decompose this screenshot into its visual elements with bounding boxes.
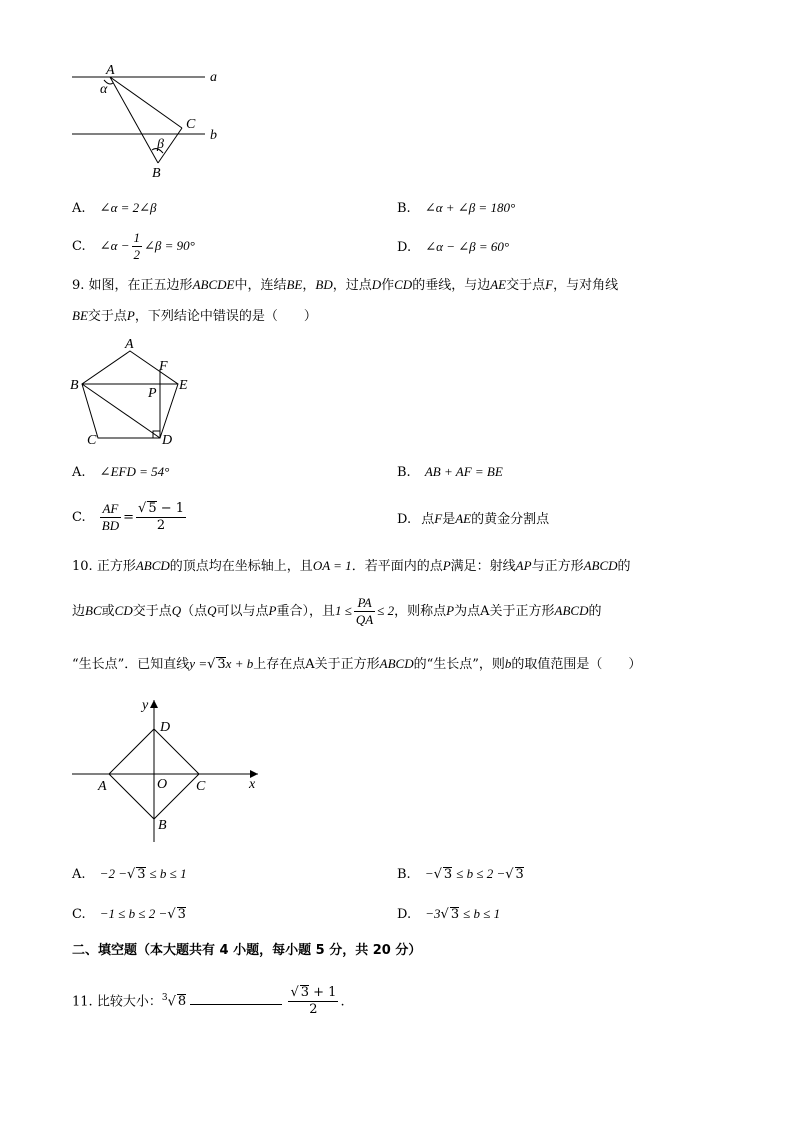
- stem-text: ，过点: [332, 278, 372, 293]
- fig9-label-P: P: [148, 386, 157, 401]
- option-text: ≤ b ≤ 1: [149, 866, 187, 881]
- option-label: B.: [397, 465, 411, 480]
- option-text: ≤ b ≤ 2 −: [456, 866, 506, 881]
- stem-text: 关于正方形: [489, 604, 555, 619]
- fraction-denominator: QA: [355, 612, 374, 627]
- fig9-label-D: D: [162, 433, 173, 448]
- math-text: CD: [394, 277, 413, 292]
- math-text: AE: [455, 511, 472, 526]
- math-text: A: [480, 604, 490, 619]
- fig9-label-A: A: [125, 337, 134, 352]
- option-text: 点: [421, 512, 435, 527]
- fig10-label-B: B: [158, 818, 167, 833]
- answer-blank[interactable]: [190, 990, 282, 1005]
- option-text: −: [424, 866, 434, 881]
- option-label: C.: [72, 510, 86, 525]
- stem-text: 交于点: [506, 278, 546, 293]
- math-text: ABCD: [554, 603, 589, 618]
- option-label: B.: [397, 201, 411, 216]
- stem-text: 可以与点: [216, 604, 269, 619]
- stem-text: 中，连结: [234, 278, 287, 293]
- math-text: P: [126, 308, 135, 323]
- option-text: −3: [425, 906, 441, 921]
- option-text: −2 −: [99, 866, 127, 881]
- option-text: −1 ≤ b ≤ 2 −: [99, 906, 168, 921]
- math-text: BD: [315, 277, 333, 292]
- stem-text: 上存在点: [253, 657, 306, 672]
- fraction: [288, 985, 338, 1018]
- option-text: ∠α − ∠β = 60°: [425, 239, 510, 254]
- stem-text: 作: [381, 278, 395, 293]
- stem-text: （点: [181, 604, 208, 619]
- math-text: ABCD: [379, 656, 414, 671]
- option-text: ∠EFD = 54°: [99, 464, 170, 479]
- cube-root-index: 3: [161, 993, 168, 1003]
- fig8-label-b: b: [210, 128, 217, 143]
- sqrt-radicand: 3: [450, 907, 460, 922]
- sqrt-radicand: 3: [443, 867, 453, 882]
- sqrt-radicand: 3: [300, 985, 310, 1001]
- stem-text: 如图，在正五边形: [88, 278, 193, 293]
- math-text: Q: [207, 603, 217, 618]
- option-label: B.: [397, 867, 411, 882]
- math-text: A: [305, 657, 315, 672]
- option-label: C.: [72, 239, 86, 254]
- option-label: A.: [72, 465, 86, 480]
- fig10-label-A: A: [98, 779, 107, 794]
- sqrt-sign: √: [207, 657, 216, 672]
- fig10-label-O: O: [157, 777, 168, 792]
- math-text: ABCDE: [192, 277, 235, 292]
- option-text: ∠α + ∠β = 180°: [424, 200, 516, 215]
- fraction-numerator: + 1: [309, 985, 337, 1001]
- option-text: ∠β = 90°: [144, 238, 195, 253]
- stem-text: 重合），且: [276, 604, 336, 619]
- option-label: A.: [72, 867, 86, 882]
- fig8-label-C: C: [186, 117, 196, 132]
- stem-text: 关于正方形: [314, 657, 380, 672]
- option-text: 的黄金分割点: [471, 512, 550, 527]
- stem-text: 为点: [454, 604, 481, 619]
- math-text: y =: [189, 656, 208, 671]
- q10-option-c: [72, 905, 186, 924]
- math-text: ≤ 2: [377, 603, 395, 618]
- math-text: BC: [85, 603, 102, 618]
- sqrt-sign: √: [290, 985, 299, 1001]
- fig9-label-F: F: [159, 359, 168, 374]
- fig8-label-a: a: [210, 70, 217, 85]
- stem-text: 的取值范围是（ ）: [511, 657, 642, 672]
- q10-option-b: [397, 865, 524, 884]
- stem-text: 的: [617, 559, 631, 574]
- option-text: ≤ b ≤ 1: [463, 906, 501, 921]
- q10-option-a: [72, 865, 187, 884]
- stem-text: 的: [588, 604, 602, 619]
- math-text: OA = 1: [312, 558, 352, 573]
- sqrt-sign: √: [167, 994, 176, 1010]
- math-text: F: [434, 511, 443, 526]
- option-text: ∠α −: [99, 238, 130, 253]
- fig8-label-alpha: α: [100, 82, 108, 97]
- stem-text: 交于点: [132, 604, 172, 619]
- fig10-label-y: y: [142, 698, 149, 713]
- question-number: 11.: [72, 994, 93, 1010]
- sqrt-radicand: 3: [177, 907, 186, 922]
- math-text: Q: [171, 603, 182, 618]
- fig8-label-A: A: [106, 63, 115, 78]
- question-number: 10.: [72, 559, 93, 574]
- fig9-label-B: B: [70, 378, 79, 393]
- section-heading-fill-in: 二、填空题（本大题共有 4 小题，每小题 5 分，共 20 分）: [72, 943, 422, 958]
- stem-text: ，与对角线: [553, 278, 619, 293]
- fraction-denominator: 2: [133, 247, 141, 262]
- sqrt-sign: √: [167, 907, 176, 922]
- fig10-label-D: D: [160, 720, 171, 735]
- fig9-label-E: E: [179, 378, 188, 393]
- math-text: AP: [515, 558, 532, 573]
- q10-option-d: [397, 905, 500, 924]
- stem-text: 或: [101, 604, 115, 619]
- math-text: F: [545, 277, 554, 292]
- math-text: 1 ≤: [335, 603, 352, 618]
- math-text: ABCD: [135, 558, 170, 573]
- math-text: P: [268, 603, 277, 618]
- stem-text: 的垂线，与边: [412, 278, 491, 293]
- cube-root-radicand: 8: [177, 994, 187, 1010]
- sqrt-sign: √: [433, 867, 442, 882]
- stem-text: 比较大小：: [96, 994, 162, 1010]
- fig8-label-B: B: [152, 166, 161, 181]
- stem-text: 交于点: [87, 309, 127, 324]
- fig9-label-C: C: [87, 433, 97, 448]
- stem-text: 的顶点均在坐标轴上，且: [169, 559, 313, 574]
- stem-text: ，下列结论中错误的是（ ）: [134, 309, 317, 324]
- stem-text: ．若平面内的点: [351, 559, 443, 574]
- math-text: CD: [114, 603, 133, 618]
- option-label: D.: [397, 240, 412, 255]
- fraction-denominator: 2: [309, 1002, 318, 1018]
- fraction-numerator: PA: [354, 595, 375, 612]
- sqrt-sign: √: [440, 907, 449, 922]
- sqrt-radicand: 3: [137, 867, 146, 882]
- math-text: D: [371, 277, 382, 292]
- sqrt-radicand: 3: [515, 867, 524, 882]
- fig10-label-x: x: [249, 777, 256, 792]
- stem-text: “生长点”．已知直线: [72, 657, 190, 672]
- math-text: P: [442, 558, 451, 573]
- option-text: ∠α = 2∠β: [99, 200, 157, 215]
- stem-text: 边: [72, 604, 86, 619]
- option-label: C.: [72, 907, 86, 922]
- sqrt-sign: √: [505, 867, 514, 882]
- option-label: D.: [397, 512, 412, 527]
- equals-sign: =: [123, 510, 135, 525]
- math-text: x + b: [225, 656, 254, 671]
- fraction-numerator: 1: [133, 230, 141, 245]
- option-text: AB + AF = BE: [424, 464, 503, 479]
- fraction-denominator: 2: [156, 518, 166, 533]
- fig8-label-beta: β: [157, 137, 164, 152]
- fraction-numerator: AF: [100, 501, 121, 518]
- option-label: A.: [72, 201, 86, 216]
- sqrt-sign: √: [126, 867, 136, 882]
- stem-text: ，则称点: [394, 604, 447, 619]
- math-text: b: [504, 656, 512, 671]
- sqrt-radicand: 3: [217, 657, 226, 672]
- fraction-denominator: BD: [101, 518, 120, 533]
- question-number: 9.: [72, 278, 85, 293]
- math-text: ABCD: [583, 558, 618, 573]
- stem-text: 的“生长点”，则: [413, 657, 505, 672]
- math-text: BE: [72, 308, 88, 323]
- math-text: P: [446, 603, 455, 618]
- q11-stem: [72, 978, 345, 1022]
- sqrt-radicand: 5: [148, 501, 157, 516]
- fraction-numerator: − 1: [156, 501, 185, 516]
- stem-text: 满足：射线: [450, 559, 516, 574]
- fig10-label-C: C: [196, 779, 206, 794]
- option-text: 是: [442, 512, 456, 527]
- stem-text: 与正方形: [531, 559, 584, 574]
- math-text: AE: [490, 277, 507, 292]
- math-text: BE: [286, 277, 303, 292]
- sqrt-sign: √: [138, 501, 147, 516]
- stem-text: 正方形: [96, 559, 136, 574]
- option-label: D.: [397, 907, 412, 922]
- period: .: [340, 994, 345, 1010]
- stem-text: ，: [302, 278, 316, 293]
